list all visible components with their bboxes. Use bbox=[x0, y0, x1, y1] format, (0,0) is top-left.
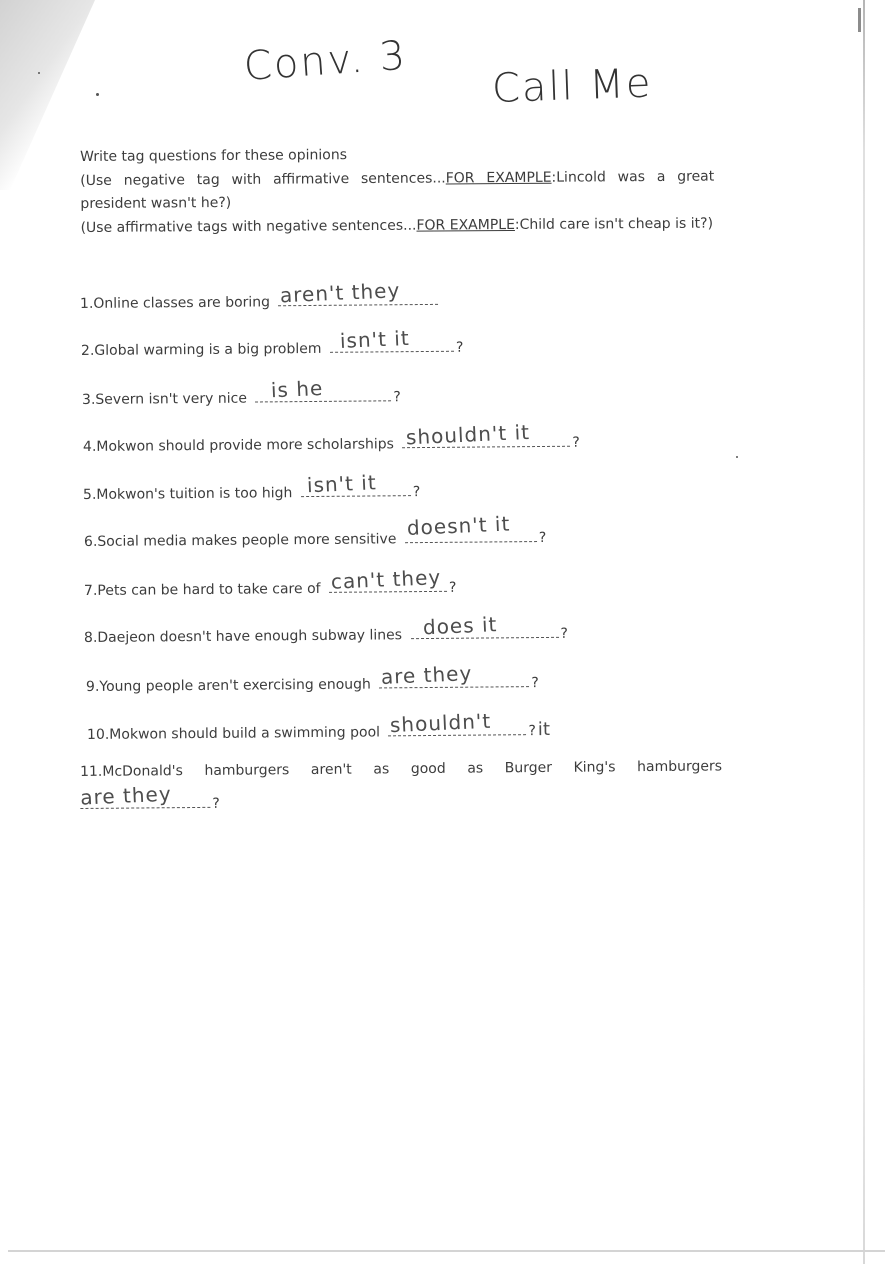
handwritten-answer: is he bbox=[270, 375, 325, 403]
scan-speck bbox=[96, 93, 99, 96]
handwritten-answer: does it bbox=[421, 612, 498, 640]
handwritten-answer-extra: it bbox=[537, 718, 551, 741]
rule-2-prefix: (Use affirmative tags with negative sentences... bbox=[80, 217, 417, 236]
question-prompt: 7.Pets can be hard to take care of bbox=[83, 580, 321, 599]
scan-bottom-edge bbox=[8, 1250, 885, 1252]
question-mark: ? bbox=[538, 529, 547, 547]
scan-right-mark bbox=[858, 8, 861, 32]
question-mark: ? bbox=[531, 675, 539, 692]
answer-blank[interactable] bbox=[330, 325, 454, 353]
handwritten-answer: shouldn't bbox=[389, 708, 493, 738]
question-1 bbox=[79, 278, 441, 312]
question-2 bbox=[80, 325, 464, 359]
question-10 bbox=[86, 708, 551, 744]
question-prompt: 1.Online classes are boring bbox=[79, 294, 271, 312]
question-11 bbox=[80, 758, 722, 813]
rule-1-label: FOR EXAMPLE bbox=[445, 169, 552, 186]
handwritten-answer: isn't it bbox=[306, 470, 377, 498]
question-mark: ? bbox=[560, 625, 569, 642]
student-name: Call Me bbox=[491, 60, 654, 112]
question-4 bbox=[82, 419, 580, 455]
instructions-rule-2 bbox=[80, 212, 714, 240]
question-mark: ? bbox=[528, 723, 536, 740]
question-mark: ? bbox=[572, 434, 580, 451]
answer-blank[interactable] bbox=[329, 564, 447, 594]
handwritten-answer: are they bbox=[380, 661, 474, 690]
rule-2-example: :Child care isn't cheap is it?) bbox=[514, 215, 714, 233]
question-8 bbox=[83, 612, 569, 646]
question-mark: ? bbox=[455, 339, 464, 356]
scan-speck bbox=[736, 456, 738, 458]
answer-blank[interactable] bbox=[79, 781, 210, 810]
question-prompt: 9.Young people aren't exercising enough bbox=[85, 676, 371, 695]
instructions bbox=[80, 142, 715, 240]
question-mark: ? bbox=[393, 389, 401, 406]
answer-blank[interactable] bbox=[301, 470, 411, 498]
rule-1-example: :Lincold was a great president wasn't he?) bbox=[80, 168, 715, 212]
question-11-answer-line bbox=[79, 781, 722, 813]
handwritten-answer: shouldn't it bbox=[405, 419, 531, 450]
instructions-heading: Write tag questions for these opinions bbox=[80, 147, 348, 165]
scan-speck bbox=[38, 72, 40, 74]
rule-2-label: FOR EXAMPLE bbox=[416, 216, 515, 234]
question-mark: ? bbox=[448, 579, 457, 596]
handwritten-answer: are they bbox=[79, 781, 173, 810]
question-prompt: 10.Mokwon should build a swimming pool bbox=[86, 724, 381, 743]
answer-blank[interactable] bbox=[405, 511, 537, 543]
answer-blank[interactable] bbox=[278, 278, 438, 308]
question-mark: ? bbox=[412, 484, 421, 501]
answer-blank[interactable] bbox=[255, 375, 391, 403]
scan-right-edge bbox=[863, 0, 865, 1264]
answer-blank[interactable] bbox=[379, 661, 529, 690]
question-9 bbox=[85, 661, 539, 695]
question-prompt: 2.Global warming is a big problem bbox=[80, 340, 322, 359]
question-prompt: 11.McDonald's hamburgers aren't as good as Burger King's hamburgers bbox=[80, 758, 723, 780]
question-prompt: 5.Mokwon's tuition is too high bbox=[82, 485, 293, 503]
question-prompt: 8.Daejeon doesn't have enough subway lines bbox=[83, 627, 403, 646]
answer-blank[interactable] bbox=[388, 708, 526, 738]
question-3 bbox=[81, 375, 401, 408]
instructions-rule-1 bbox=[80, 165, 714, 216]
handwritten-answer: isn't it bbox=[339, 325, 411, 353]
rule-1-prefix: (Use negative tag with affirmative sentences... bbox=[80, 169, 446, 189]
answer-blank[interactable] bbox=[402, 419, 570, 450]
handwritten-answer: aren't they bbox=[279, 278, 402, 308]
handwritten-answer: can't they bbox=[330, 564, 442, 594]
answer-blank[interactable] bbox=[410, 612, 558, 640]
question-prompt: 6.Social media makes people more sensitive bbox=[83, 531, 397, 550]
course-title: Conv. 3 bbox=[242, 32, 409, 90]
question-6 bbox=[83, 511, 547, 550]
question-prompt: 3.Severn isn't very nice bbox=[81, 390, 247, 408]
question-prompt: 4.Mokwon should provide more scholarships bbox=[82, 436, 394, 455]
question-7 bbox=[83, 564, 457, 599]
question-mark: ? bbox=[212, 795, 220, 812]
handwritten-answer: doesn't it bbox=[406, 511, 511, 540]
question-5 bbox=[82, 470, 421, 503]
